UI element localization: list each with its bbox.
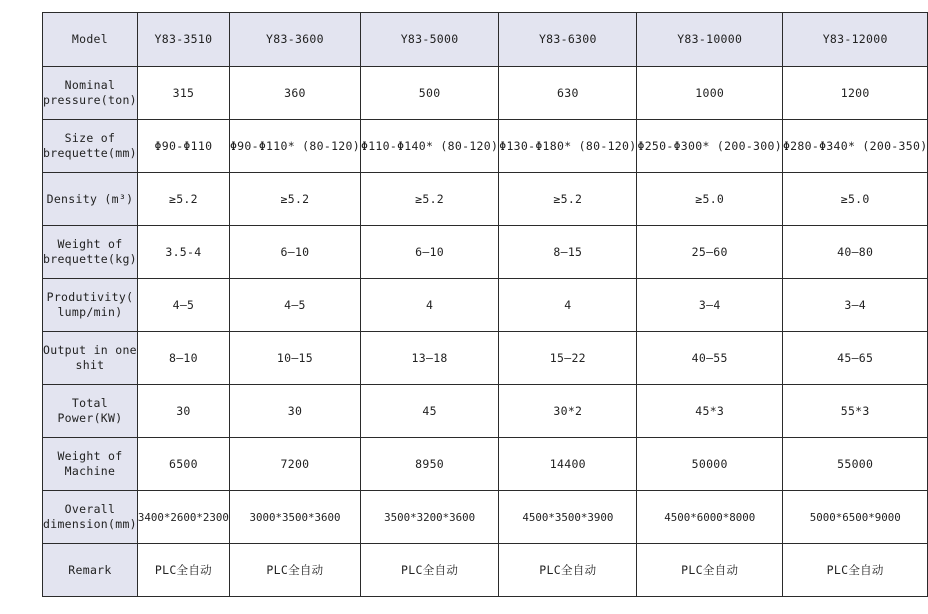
table-cell: Φ280-Φ340* (200-350) [782,120,927,173]
row-label-remark: Remark [43,544,138,597]
table-row-nominal-pressure [43,67,928,120]
table-cell: 4500*3500*3900 [499,491,637,544]
table-cell: 40—55 [637,332,782,385]
row-label-total-power: Total Power(KW) [43,385,138,438]
table-row-density [43,173,928,226]
table-row-machine-weight [43,438,928,491]
table-cell: 55*3 [782,385,927,438]
table-cell: Φ90-Φ110 [137,120,229,173]
table-cell: 30 [229,385,360,438]
table-cell: ≥5.0 [782,173,927,226]
row-label-output: Output in one shit [43,332,138,385]
table-cell: 30 [137,385,229,438]
table-cell: 4 [360,279,498,332]
table-cell: ≥5.2 [137,173,229,226]
specification-table [42,12,928,597]
table-cell: 360 [229,67,360,120]
header-cell-model-5: Y83-10000 [637,13,782,67]
table-cell: PLC全自动 [782,544,927,597]
table-cell: Φ250-Φ300* (200-300) [637,120,782,173]
table-row-briquette-size [43,120,928,173]
table-cell: 5000*6500*9000 [782,491,927,544]
table-cell: 3500*3200*3600 [360,491,498,544]
table-cell: 45 [360,385,498,438]
table-cell: 4—5 [137,279,229,332]
table-cell: 4 [499,279,637,332]
table-cell: 1000 [637,67,782,120]
table-cell: 45—65 [782,332,927,385]
row-label-briquette-size: Size of brequette(mm) [43,120,138,173]
row-label-briquette-weight: Weight of brequette(kg) [43,226,138,279]
table-row-output [43,332,928,385]
table-cell: PLC全自动 [637,544,782,597]
row-label-machine-weight: Weight of Machine [43,438,138,491]
table-cell: 3.5-4 [137,226,229,279]
table-cell: Φ90-Φ110* (80-120) [229,120,360,173]
table-cell: 4500*6000*8000 [637,491,782,544]
table-cell: 1200 [782,67,927,120]
table-cell: 30*2 [499,385,637,438]
table-cell: 55000 [782,438,927,491]
table-row-remark [43,544,928,597]
table-cell: 40—80 [782,226,927,279]
table-cell: 500 [360,67,498,120]
header-cell-model-2: Y83-3600 [229,13,360,67]
table-cell: 6500 [137,438,229,491]
table-row-briquette-weight [43,226,928,279]
table-cell: ≥5.0 [637,173,782,226]
table-cell: 45*3 [637,385,782,438]
table-cell: PLC全自动 [360,544,498,597]
table-cell: 4—5 [229,279,360,332]
table-row-productivity [43,279,928,332]
table-cell: 3000*3500*3600 [229,491,360,544]
table-cell: 10—15 [229,332,360,385]
table-cell: 3400*2600*2300 [137,491,229,544]
row-label-productivity: Produtivity( lump/min) [43,279,138,332]
table-cell: 3—4 [782,279,927,332]
table-cell: Φ110-Φ140* (80-120) [360,120,498,173]
table-cell: 13—18 [360,332,498,385]
table-cell: 25—60 [637,226,782,279]
header-cell-model-6: Y83-12000 [782,13,927,67]
header-cell-model-3: Y83-5000 [360,13,498,67]
row-label-nominal-pressure: Nominal pressure(ton) [43,67,138,120]
row-label-overall-dimension: Overall dimension(mm) [43,491,138,544]
table-cell: 6—10 [360,226,498,279]
header-cell-model-4: Y83-6300 [499,13,637,67]
table-cell: PLC全自动 [137,544,229,597]
table-cell: PLC全自动 [229,544,360,597]
table-cell: 7200 [229,438,360,491]
table-cell: 8950 [360,438,498,491]
table-cell: 3—4 [637,279,782,332]
table-cell: 50000 [637,438,782,491]
table-cell: 315 [137,67,229,120]
header-cell-model-1: Y83-3510 [137,13,229,67]
table-cell: ≥5.2 [499,173,637,226]
table-cell: 630 [499,67,637,120]
table-cell: 15—22 [499,332,637,385]
table-cell: 14400 [499,438,637,491]
row-label-density: Density (m³) [43,173,138,226]
spec-table-container [42,12,928,597]
table-row-overall-dimension [43,491,928,544]
table-cell: Φ130-Φ180* (80-120) [499,120,637,173]
header-cell-model: Model [43,13,138,67]
table-cell: PLC全自动 [499,544,637,597]
table-cell: 6—10 [229,226,360,279]
table-row-total-power [43,385,928,438]
table-cell: 8—10 [137,332,229,385]
table-cell: ≥5.2 [360,173,498,226]
table-cell: ≥5.2 [229,173,360,226]
table-header-row [43,13,928,67]
table-cell: 8—15 [499,226,637,279]
